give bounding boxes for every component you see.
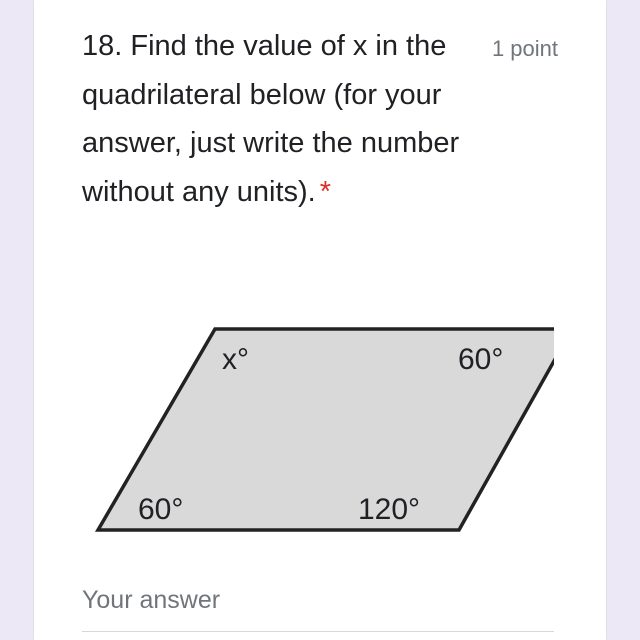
- angle-label-top-left: x°: [222, 343, 249, 376]
- angle-label-bottom-left: 60°: [138, 493, 184, 526]
- question-title: [82, 22, 482, 216]
- quadrilateral-svg: [94, 322, 554, 538]
- question-card: [34, 0, 606, 640]
- answer-input[interactable]: Your answer: [82, 586, 221, 614]
- quadrilateral-figure: [94, 322, 554, 538]
- angle-label-top-right: 60°: [458, 343, 504, 376]
- answer-underline: [82, 631, 554, 632]
- required-asterisk: *: [319, 175, 332, 208]
- points-label: 1 point: [491, 36, 558, 61]
- question-text: 18. Find the value of x in the quadrilateral below (for your answer, just write the number without any units).: [82, 30, 460, 208]
- angle-label-bottom-right: 120°: [358, 493, 421, 526]
